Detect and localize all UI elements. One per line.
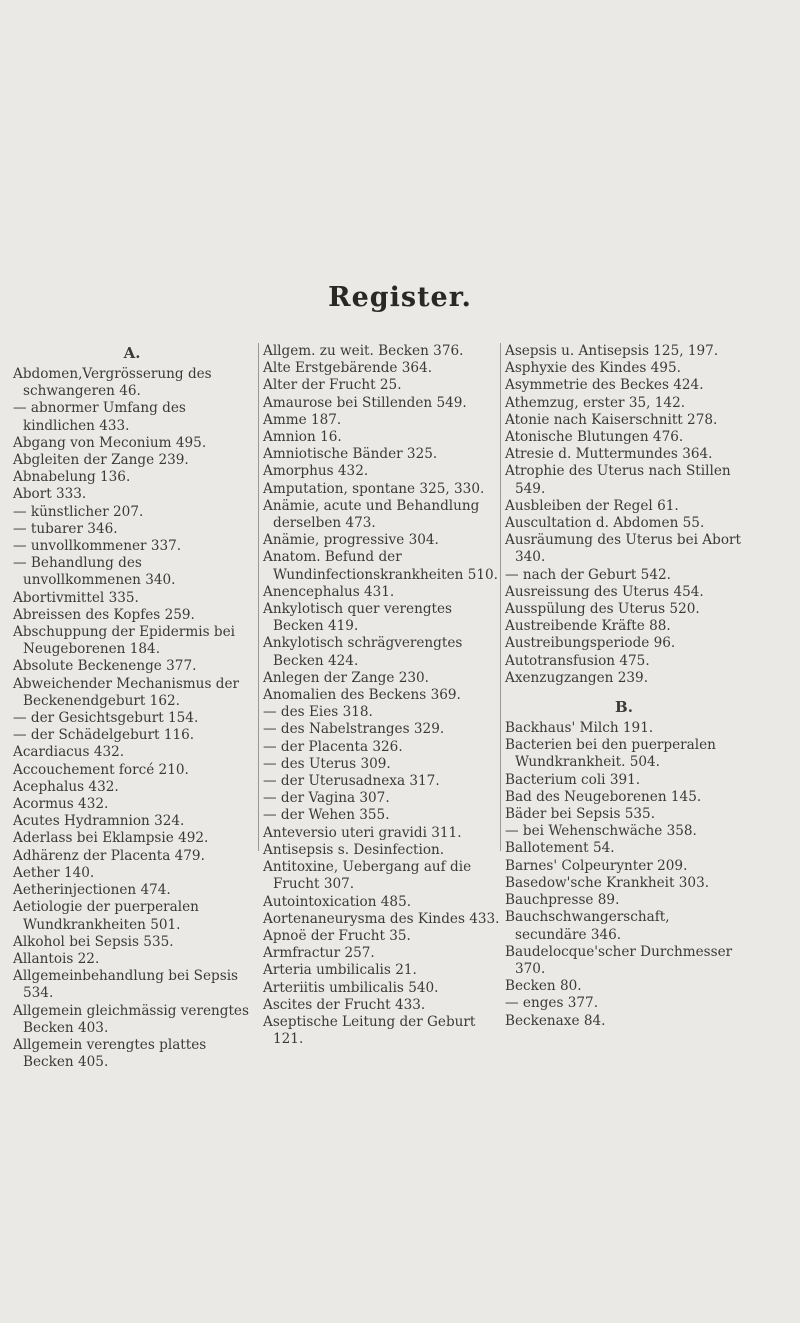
index-entry: Aetherinjectionen 474. [13,882,171,899]
index-entry: Anatom. Befund der Wundinfectionskrankheiten 510. [263,549,498,583]
index-list [263,343,501,1048]
index-entry: Atonische Blutungen 476. [505,429,684,446]
index-entry: — enges 377. [505,995,599,1012]
index-entry: Aseptische Leitung der Geburt 121. [263,1013,476,1048]
index-entry: Ankylotisch schrägverengtes Becken 424. [263,635,463,669]
index-entry: Allgemeinbehandlung bei Sepsis 534. [13,968,239,1002]
index-entry: Allgemein gleichmässig verengtes Becken 403. [13,1002,249,1036]
index-entry: Ausreissung des Uterus 454. [505,583,704,600]
index-entry: — des Eies 318. [263,704,373,721]
index-entry: Autointoxication 485. [263,893,412,910]
index-entry: Ausräumung des Uterus bei Abort 340. [505,532,741,566]
index-entry: Accouchement forcé 210. [13,761,189,778]
index-entry: Alkohol bei Sepsis 535. [13,933,174,950]
index-entry: Asepsis u. Antisepsis 125, 197. [505,343,719,359]
index-entry: Acephalus 432. [13,778,119,795]
index-entry: Austreibungsperiode 96. [505,635,676,652]
index-entry: — der Placenta 326. [263,738,403,755]
index-entry: Atresie d. Muttermundes 364. [505,446,713,463]
index-entry: Abgleiten der Zange 239. [13,452,189,469]
index-entry: — des Uterus 309. [263,755,391,772]
index-entry: Antisepsis s. Desinfection. [263,841,445,858]
index-entry: Abgang von Meconium 495. [13,434,207,451]
index-entry: Amniotische Bänder 325. [263,446,438,463]
index-entry: Amaurose bei Stillenden 549. [263,394,467,411]
index-entry: Antitoxine, Uebergang auf die Frucht 307. [263,859,472,893]
index-entry: Ausbleiben der Regel 61. [505,497,679,514]
index-entry: — der Uterusadnexa 317. [263,773,440,790]
index-entry: — unvollkommener 337. [13,538,182,555]
index-entry: Bacterium coli 391. [505,771,641,788]
index-entry: Ausspülung des Uterus 520. [505,601,700,618]
index-entry: — der Schädelgeburt 116. [13,727,195,744]
index-entry: Bauchpresse 89. [505,892,620,909]
index-entry: Ballotement 54. [505,840,615,857]
index-entry: Anlegen der Zange 230. [263,669,429,686]
index-entry: Alte Erstgebärende 364. [263,360,433,377]
index-entry: Bacterien bei den puerperalen Wundkrankheit. 504. [505,737,716,771]
index-entry: Asphyxie des Kindes 495. [505,360,681,377]
section-letter-a: A. [123,344,141,362]
index-column-3 [500,343,743,1029]
index-entry: Anomalien des Beckens 369. [263,687,461,704]
index-entry: Allantois 22. [13,950,100,967]
index-entry: Atonie nach Kaiserschnitt 278. [505,411,718,428]
index-entry: Aortenaneurysma des Kindes 433. [263,910,500,927]
index-entry: Abweichender Mechanismus der Beckenendgeburt 162. [13,675,239,709]
index-entry: Austreibende Kräfte 88. [505,618,671,635]
index-entry: Adhärenz der Placenta 479. [13,847,205,864]
index-entry: Abortivmittel 335. [13,589,139,606]
index-entry: Apnoë der Frucht 35. [263,927,411,944]
index-entry: Abort 333. [13,486,87,503]
section-letter-b: B. [615,698,633,717]
index-entry: Abnabelung 136. [13,469,131,486]
index-entry: Anämie, progressive 304. [263,532,439,549]
index-entry: Aether 140. [13,864,95,881]
index-entry: Axenzugzangen 239. [505,669,649,686]
index-entry: — der Gesichtsgeburt 154. [13,710,199,727]
index-entry: Amputation, spontane 325, 330. [263,480,485,497]
index-entry: Arteria umbilicalis 21. [263,962,417,979]
index-entry: Anämie, acute und Behandlung derselben 473. [263,497,480,532]
index-entry: Barnes' Colpeurynter 209. [505,857,688,874]
index-entry: Autotransfusion 475. [505,652,650,669]
index-entry: Ascites der Frucht 433. [263,996,426,1013]
index-entry: Amme 187. [263,411,342,428]
index-entry: Acormus 432. [13,796,109,813]
index-entry: — des Nabelstranges 329. [263,721,445,738]
index-entry: — tubarer 346. [13,520,118,537]
index-entry: Acardiacus 432. [13,744,125,761]
index-entry: Acutes Hydramnion 324. [13,813,185,830]
index-entry: Allgemein verengtes plattes Becken 405. [13,1036,207,1071]
index-entry: Allgem. zu weit. Becken 376. [263,343,464,359]
index-entry: Asymmetrie des Beckes 424. [505,377,704,394]
index-entry: — nach der Geburt 542. [505,566,671,583]
index-entry: Atrophie des Uterus nach Stillen 549. [505,463,731,497]
index-entry: Backhaus' Milch 191. [505,720,654,737]
index-entry: Anencephalus 431. [263,583,395,600]
index-entry: Abdomen,Vergrösserung des schwangeren 46. [13,366,212,400]
index-entry: Aetiologie der puerperalen Wundkrankheiten 501. [13,899,199,933]
index-entry: Bäder bei Sepsis 535. [505,806,656,823]
index-list [505,343,743,687]
index-entry: — Behandlung des unvollkommenen 340. [13,555,176,589]
index-entry: — der Wehen 355. [263,807,390,824]
index-entry: — künstlicher 207. [13,503,144,520]
index-entry: Abschuppung der Epidermis bei Neugeborenen 184. [13,624,235,658]
index-list [13,366,251,1071]
index-entry: Aderlass bei Eklampsie 492. [13,830,209,847]
index-entry: Abreissen des Kopfes 259. [13,606,195,623]
index-entry: Becken 80. [505,978,582,995]
index-column-2 [258,343,501,1048]
index-entry: Anteversio uteri gravidi 311. [263,824,462,841]
index-entry: Bad des Neugeborenen 145. [505,788,702,805]
index-entry: Absolute Beckenenge 377. [13,658,197,675]
index-entry: — abnormer Umfang des kindlichen 433. [13,400,186,434]
index-entry: Bauchschwangerschaft, secundäre 346. [505,909,670,943]
index-entry: — der Vagina 307. [263,790,390,807]
page-title: Register. [328,282,472,313]
index-entry: Arteriitis umbilicalis 540. [263,979,439,996]
index-entry: Baudelocque'scher Durchmesser 370. [505,943,733,977]
index-entry: Amnion 16. [263,429,342,446]
index-column-1 [13,343,251,1071]
index-entry: Athemzug, erster 35, 142. [505,394,686,411]
index-entry: Amorphus 432. [263,463,369,480]
index-entry: Auscultation d. Abdomen 55. [505,515,705,532]
index-entry: Armfractur 257. [263,945,375,962]
index-entry: Basedow'sche Krankheit 303. [505,874,710,891]
index-entry: Ankylotisch quer verengtes Becken 419. [263,601,453,635]
index-entry: Alter der Frucht 25. [263,377,402,394]
index-list [505,720,743,1030]
index-entry: — bei Wehenschwäche 358. [505,823,697,840]
index-entry: Beckenaxe 84. [505,1012,606,1029]
